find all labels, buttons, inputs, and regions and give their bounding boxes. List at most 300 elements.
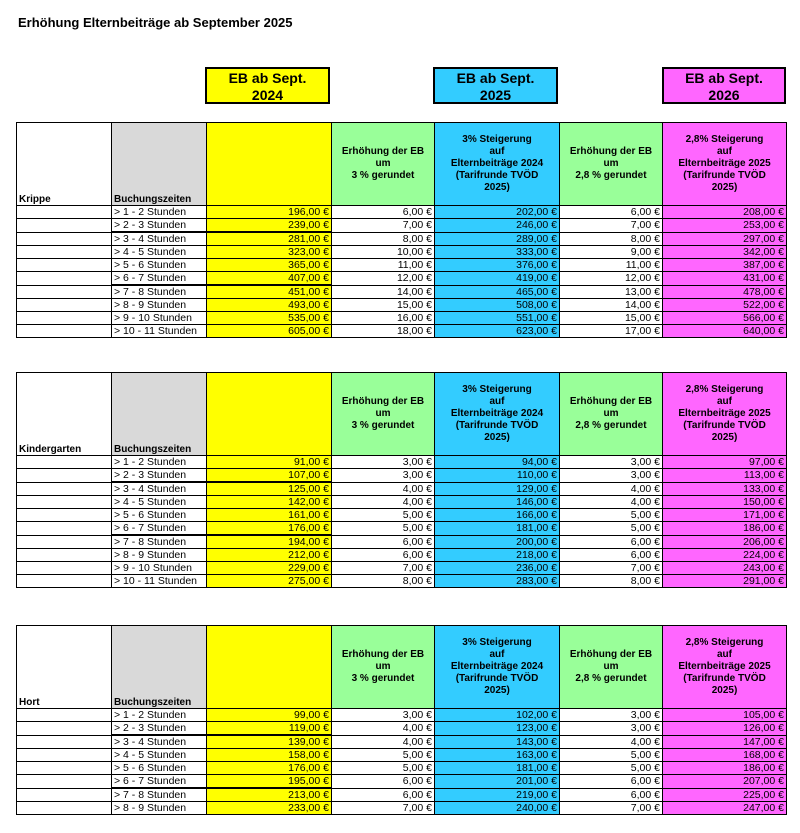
increase-3-value: 4,00 € bbox=[332, 482, 435, 496]
increase-3-value: 6,00 € bbox=[332, 535, 435, 549]
increase-28-value: 7,00 € bbox=[560, 562, 663, 575]
eb-2026-value: 253,00 € bbox=[663, 219, 787, 233]
eb-2024-value: 605,00 € bbox=[207, 325, 332, 338]
increase-28-value: 4,00 € bbox=[560, 735, 663, 749]
blank-cell bbox=[17, 496, 112, 509]
blank-cell bbox=[17, 246, 112, 259]
blank-cell bbox=[17, 722, 112, 736]
table-row bbox=[17, 775, 787, 789]
eb-2026-value: 522,00 € bbox=[663, 299, 787, 312]
header-line: Erhöhung der EB bbox=[341, 146, 425, 157]
increase-3-value: 7,00 € bbox=[332, 219, 435, 233]
eb-2024-value: 91,00 € bbox=[207, 456, 332, 469]
eb-2025-value: 419,00 € bbox=[435, 272, 560, 286]
header-line: 2025) bbox=[711, 432, 738, 443]
eb-2025-value: 129,00 € bbox=[435, 482, 560, 496]
eb-2024-value: 161,00 € bbox=[207, 509, 332, 522]
booking-time: > 1 - 2 Stunden bbox=[112, 709, 207, 722]
eb-2024-value: 212,00 € bbox=[207, 549, 332, 562]
booking-time: > 7 - 8 Stunden bbox=[112, 285, 207, 299]
blank-cell bbox=[17, 709, 112, 722]
increase-28-value: 9,00 € bbox=[560, 246, 663, 259]
header-line: (Tarifrunde TVÖD bbox=[455, 673, 539, 684]
booking-time: > 2 - 3 Stunden bbox=[112, 219, 207, 233]
increase-3-value: 6,00 € bbox=[332, 206, 435, 219]
eb-2025-value: 289,00 € bbox=[435, 232, 560, 246]
eb-2024-value: 233,00 € bbox=[207, 802, 332, 815]
blank-cell bbox=[17, 562, 112, 575]
eb-2025-value: 146,00 € bbox=[435, 496, 560, 509]
eb-2024-value: 176,00 € bbox=[207, 522, 332, 536]
table-row bbox=[17, 246, 787, 259]
increase-28-value: 6,00 € bbox=[560, 549, 663, 562]
booking-time: > 5 - 6 Stunden bbox=[112, 259, 207, 272]
table-row bbox=[17, 535, 787, 549]
fee-table-kindergarten bbox=[16, 372, 787, 588]
booking-time: > 4 - 5 Stunden bbox=[112, 749, 207, 762]
increase-3-value: 6,00 € bbox=[332, 549, 435, 562]
table-row bbox=[17, 762, 787, 775]
header-eb-2024 bbox=[205, 67, 330, 104]
header-line: 3% Steigerung bbox=[462, 134, 532, 145]
header-line: Erhöhung der EB bbox=[341, 396, 425, 407]
eb-2026-value: 208,00 € bbox=[663, 206, 787, 219]
blank-cell bbox=[17, 762, 112, 775]
header-line: Elternbeiträge 2024 bbox=[450, 661, 544, 672]
booking-time: > 9 - 10 Stunden bbox=[112, 562, 207, 575]
header-line: 2025) bbox=[711, 182, 738, 193]
header-line: um bbox=[603, 158, 619, 169]
eb-2025-value: 623,00 € bbox=[435, 325, 560, 338]
blank-cell bbox=[17, 788, 112, 802]
section-name: Krippe bbox=[17, 123, 112, 206]
eb-2024-value: 176,00 € bbox=[207, 762, 332, 775]
booking-time: > 6 - 7 Stunden bbox=[112, 272, 207, 286]
table-row bbox=[17, 285, 787, 299]
eb-2024-value: 139,00 € bbox=[207, 735, 332, 749]
booking-time: > 7 - 8 Stunden bbox=[112, 788, 207, 802]
increase-28-value: 5,00 € bbox=[560, 762, 663, 775]
header-line: auf bbox=[717, 649, 732, 660]
eb-2024-value: 196,00 € bbox=[207, 206, 332, 219]
eb-2026-value: 478,00 € bbox=[663, 285, 787, 299]
erhoehung-3-header bbox=[332, 373, 435, 456]
header-line: Erhöhung der EB bbox=[569, 396, 653, 407]
blank-cell bbox=[17, 522, 112, 536]
header-line: (Tarifrunde TVÖD bbox=[683, 420, 766, 431]
blank-cell bbox=[17, 469, 112, 483]
table-row bbox=[17, 749, 787, 762]
increase-28-value: 4,00 € bbox=[560, 496, 663, 509]
blank-cell bbox=[17, 259, 112, 272]
header-line: 2,8 % gerundet bbox=[575, 170, 647, 181]
eb-2024-value: 365,00 € bbox=[207, 259, 332, 272]
increase-28-value: 3,00 € bbox=[560, 456, 663, 469]
increase-3-value: 3,00 € bbox=[332, 456, 435, 469]
header-line: auf bbox=[489, 396, 505, 407]
header-line: Elternbeiträge 2025 bbox=[678, 661, 771, 672]
header-line: Erhöhung der EB bbox=[569, 146, 653, 157]
steigerung-28-header bbox=[663, 123, 787, 206]
blank-cell bbox=[17, 285, 112, 299]
booking-time: > 6 - 7 Stunden bbox=[112, 775, 207, 789]
header-line: um bbox=[375, 158, 391, 169]
blank-cell bbox=[17, 802, 112, 815]
table-row bbox=[17, 456, 787, 469]
eb-2025-value: 236,00 € bbox=[435, 562, 560, 575]
eb-2024-header-cell bbox=[207, 123, 332, 206]
booking-time: > 8 - 9 Stunden bbox=[112, 802, 207, 815]
header-line: 3 % gerundet bbox=[351, 170, 415, 181]
header-line: um bbox=[375, 408, 391, 419]
eb-2026-value: 207,00 € bbox=[663, 775, 787, 789]
table-row bbox=[17, 802, 787, 815]
increase-28-value: 7,00 € bbox=[560, 219, 663, 233]
blank-cell bbox=[17, 749, 112, 762]
eb-2026-value: 97,00 € bbox=[663, 456, 787, 469]
increase-3-value: 15,00 € bbox=[332, 299, 435, 312]
eb-2026-value: 431,00 € bbox=[663, 272, 787, 286]
header-line: um bbox=[375, 661, 391, 672]
blank-cell bbox=[17, 299, 112, 312]
eb-2025-value: 123,00 € bbox=[435, 722, 560, 736]
booking-time: > 5 - 6 Stunden bbox=[112, 509, 207, 522]
table-row bbox=[17, 219, 787, 233]
eb-2024-value: 99,00 € bbox=[207, 709, 332, 722]
eb-2026-value: 150,00 € bbox=[663, 496, 787, 509]
header-line: auf bbox=[489, 146, 505, 157]
increase-3-value: 8,00 € bbox=[332, 575, 435, 588]
increase-3-value: 7,00 € bbox=[332, 562, 435, 575]
eb-2026-value: 147,00 € bbox=[663, 735, 787, 749]
booking-time: > 2 - 3 Stunden bbox=[112, 469, 207, 483]
eb-2026-value: 168,00 € bbox=[663, 749, 787, 762]
increase-3-value: 3,00 € bbox=[332, 469, 435, 483]
steigerung-28-header bbox=[663, 626, 787, 709]
increase-3-value: 4,00 € bbox=[332, 496, 435, 509]
table-row bbox=[17, 549, 787, 562]
buchungszeiten-header: Buchungszeiten bbox=[112, 373, 207, 456]
eb-2024-value: 229,00 € bbox=[207, 562, 332, 575]
booking-time: > 1 - 2 Stunden bbox=[112, 206, 207, 219]
header-line: Erhöhung der EB bbox=[569, 649, 653, 660]
eb-2025-value: 333,00 € bbox=[435, 246, 560, 259]
eb-2026-value: 133,00 € bbox=[663, 482, 787, 496]
eb-2026-value: 105,00 € bbox=[663, 709, 787, 722]
header-eb-2026-line1: EB ab Sept. bbox=[685, 70, 763, 86]
header-line: 2025) bbox=[484, 685, 510, 696]
header-line: auf bbox=[489, 649, 505, 660]
eb-2025-value: 166,00 € bbox=[435, 509, 560, 522]
booking-time: > 6 - 7 Stunden bbox=[112, 522, 207, 536]
header-line: 2025) bbox=[711, 685, 738, 696]
eb-2026-value: 224,00 € bbox=[663, 549, 787, 562]
increase-28-value: 5,00 € bbox=[560, 522, 663, 536]
blank-cell bbox=[17, 535, 112, 549]
eb-2025-value: 465,00 € bbox=[435, 285, 560, 299]
booking-time: > 4 - 5 Stunden bbox=[112, 246, 207, 259]
eb-2024-value: 239,00 € bbox=[207, 219, 332, 233]
header-line: Elternbeiträge 2025 bbox=[678, 158, 771, 169]
steigerung-3-header bbox=[435, 123, 560, 206]
eb-2024-value: 158,00 € bbox=[207, 749, 332, 762]
header-eb-2026 bbox=[662, 67, 786, 104]
eb-2026-value: 206,00 € bbox=[663, 535, 787, 549]
increase-3-value: 4,00 € bbox=[332, 722, 435, 736]
table-header-row bbox=[17, 123, 787, 206]
booking-time: > 10 - 11 Stunden bbox=[112, 325, 207, 338]
table-row bbox=[17, 522, 787, 536]
eb-2026-value: 113,00 € bbox=[663, 469, 787, 483]
header-line: 3 % gerundet bbox=[351, 420, 415, 431]
increase-28-value: 4,00 € bbox=[560, 482, 663, 496]
increase-28-value: 8,00 € bbox=[560, 232, 663, 246]
booking-time: > 1 - 2 Stunden bbox=[112, 456, 207, 469]
increase-28-value: 3,00 € bbox=[560, 722, 663, 736]
table-row bbox=[17, 272, 787, 286]
booking-time: > 4 - 5 Stunden bbox=[112, 496, 207, 509]
eb-2025-value: 200,00 € bbox=[435, 535, 560, 549]
table-row bbox=[17, 509, 787, 522]
eb-2026-value: 171,00 € bbox=[663, 509, 787, 522]
table-row bbox=[17, 496, 787, 509]
increase-28-value: 8,00 € bbox=[560, 575, 663, 588]
eb-2026-value: 126,00 € bbox=[663, 722, 787, 736]
increase-3-value: 5,00 € bbox=[332, 509, 435, 522]
fee-table-hort bbox=[16, 625, 787, 815]
header-line: (Tarifrunde TVÖD bbox=[455, 420, 539, 431]
header-line: 2025) bbox=[484, 432, 510, 443]
booking-time: > 2 - 3 Stunden bbox=[112, 722, 207, 736]
header-eb-2025-line2: 2025 bbox=[479, 87, 512, 103]
increase-3-value: 6,00 € bbox=[332, 775, 435, 789]
eb-2024-value: 142,00 € bbox=[207, 496, 332, 509]
table-row bbox=[17, 299, 787, 312]
increase-3-value: 6,00 € bbox=[332, 788, 435, 802]
increase-28-value: 6,00 € bbox=[560, 206, 663, 219]
header-line: Erhöhung der EB bbox=[341, 649, 425, 660]
eb-2026-value: 566,00 € bbox=[663, 312, 787, 325]
header-line: 3% Steigerung bbox=[462, 384, 532, 395]
erhoehung-28-header bbox=[560, 123, 663, 206]
table-row bbox=[17, 469, 787, 483]
table-row bbox=[17, 722, 787, 736]
header-eb-2024-line2: 2024 bbox=[251, 87, 284, 103]
steigerung-3-header bbox=[435, 373, 560, 456]
header-line: 2,8 % gerundet bbox=[575, 420, 647, 431]
increase-28-value: 17,00 € bbox=[560, 325, 663, 338]
fee-table-krippe bbox=[16, 122, 787, 338]
eb-2024-value: 125,00 € bbox=[207, 482, 332, 496]
blank-cell bbox=[17, 775, 112, 789]
blank-cell bbox=[17, 482, 112, 496]
increase-28-value: 7,00 € bbox=[560, 802, 663, 815]
eb-2025-value: 181,00 € bbox=[435, 522, 560, 536]
blank-cell bbox=[17, 312, 112, 325]
header-line: (Tarifrunde TVÖD bbox=[683, 673, 766, 684]
eb-2025-value: 202,00 € bbox=[435, 206, 560, 219]
eb-2024-header-cell bbox=[207, 626, 332, 709]
eb-2025-value: 246,00 € bbox=[435, 219, 560, 233]
eb-2025-value: 551,00 € bbox=[435, 312, 560, 325]
eb-2024-value: 281,00 € bbox=[207, 232, 332, 246]
header-line: auf bbox=[717, 396, 732, 407]
eb-2025-value: 219,00 € bbox=[435, 788, 560, 802]
eb-2025-value: 240,00 € bbox=[435, 802, 560, 815]
eb-2026-value: 186,00 € bbox=[663, 762, 787, 775]
increase-28-value: 5,00 € bbox=[560, 749, 663, 762]
table-header-row bbox=[17, 373, 787, 456]
increase-3-value: 16,00 € bbox=[332, 312, 435, 325]
increase-3-value: 10,00 € bbox=[332, 246, 435, 259]
booking-time: > 8 - 9 Stunden bbox=[112, 549, 207, 562]
table-row bbox=[17, 788, 787, 802]
header-eb-2025 bbox=[433, 67, 558, 104]
table-row bbox=[17, 325, 787, 338]
eb-2024-value: 275,00 € bbox=[207, 575, 332, 588]
booking-time: > 7 - 8 Stunden bbox=[112, 535, 207, 549]
eb-2026-value: 186,00 € bbox=[663, 522, 787, 536]
eb-2025-value: 102,00 € bbox=[435, 709, 560, 722]
header-line: 2025) bbox=[484, 182, 510, 193]
increase-3-value: 14,00 € bbox=[332, 285, 435, 299]
blank-cell bbox=[17, 272, 112, 286]
table-row bbox=[17, 575, 787, 588]
eb-2025-value: 94,00 € bbox=[435, 456, 560, 469]
increase-3-value: 4,00 € bbox=[332, 735, 435, 749]
header-line: 3% Steigerung bbox=[462, 637, 532, 648]
eb-2026-value: 243,00 € bbox=[663, 562, 787, 575]
blank-cell bbox=[17, 232, 112, 246]
booking-time: > 5 - 6 Stunden bbox=[112, 762, 207, 775]
booking-time: > 9 - 10 Stunden bbox=[112, 312, 207, 325]
blank-cell bbox=[17, 549, 112, 562]
increase-28-value: 11,00 € bbox=[560, 259, 663, 272]
eb-2025-value: 110,00 € bbox=[435, 469, 560, 483]
header-line: 2,8% Steigerung bbox=[685, 637, 764, 648]
increase-28-value: 6,00 € bbox=[560, 788, 663, 802]
increase-3-value: 8,00 € bbox=[332, 232, 435, 246]
blank-cell bbox=[17, 575, 112, 588]
header-eb-2026-line2: 2026 bbox=[708, 87, 740, 103]
eb-2024-value: 213,00 € bbox=[207, 788, 332, 802]
table-row bbox=[17, 709, 787, 722]
table-row bbox=[17, 482, 787, 496]
erhoehung-28-header bbox=[560, 626, 663, 709]
eb-2024-header-cell bbox=[207, 373, 332, 456]
increase-3-value: 12,00 € bbox=[332, 272, 435, 286]
increase-28-value: 6,00 € bbox=[560, 535, 663, 549]
increase-28-value: 3,00 € bbox=[560, 469, 663, 483]
eb-2025-value: 163,00 € bbox=[435, 749, 560, 762]
header-line: 3 % gerundet bbox=[351, 673, 415, 684]
increase-3-value: 5,00 € bbox=[332, 522, 435, 536]
eb-2024-value: 195,00 € bbox=[207, 775, 332, 789]
booking-time: > 3 - 4 Stunden bbox=[112, 232, 207, 246]
booking-time: > 10 - 11 Stunden bbox=[112, 575, 207, 588]
booking-time: > 3 - 4 Stunden bbox=[112, 482, 207, 496]
table-row bbox=[17, 232, 787, 246]
eb-2025-value: 218,00 € bbox=[435, 549, 560, 562]
table-row bbox=[17, 206, 787, 219]
erhoehung-28-header bbox=[560, 373, 663, 456]
steigerung-3-header bbox=[435, 626, 560, 709]
steigerung-28-header bbox=[663, 373, 787, 456]
table-row bbox=[17, 735, 787, 749]
header-line: um bbox=[603, 661, 619, 672]
erhoehung-3-header bbox=[332, 123, 435, 206]
increase-28-value: 5,00 € bbox=[560, 509, 663, 522]
eb-2026-value: 225,00 € bbox=[663, 788, 787, 802]
eb-2025-value: 201,00 € bbox=[435, 775, 560, 789]
increase-28-value: 13,00 € bbox=[560, 285, 663, 299]
header-line: auf bbox=[717, 146, 732, 157]
increase-28-value: 12,00 € bbox=[560, 272, 663, 286]
eb-2024-value: 107,00 € bbox=[207, 469, 332, 483]
booking-time: > 3 - 4 Stunden bbox=[112, 735, 207, 749]
header-line: 2,8 % gerundet bbox=[575, 673, 647, 684]
table-row bbox=[17, 562, 787, 575]
header-line: (Tarifrunde TVÖD bbox=[455, 170, 539, 181]
eb-2025-value: 181,00 € bbox=[435, 762, 560, 775]
increase-3-value: 7,00 € bbox=[332, 802, 435, 815]
header-eb-2024-line1: EB ab Sept. bbox=[228, 70, 307, 86]
table-row bbox=[17, 312, 787, 325]
increase-28-value: 6,00 € bbox=[560, 775, 663, 789]
header-line: Elternbeiträge 2025 bbox=[678, 408, 771, 419]
header-line: 2,8% Steigerung bbox=[685, 134, 764, 145]
header-eb-2025-line1: EB ab Sept. bbox=[456, 70, 535, 86]
eb-2024-value: 493,00 € bbox=[207, 299, 332, 312]
page-title: Erhöhung Elternbeiträge ab September 2025 bbox=[18, 15, 293, 30]
buchungszeiten-header: Buchungszeiten bbox=[112, 123, 207, 206]
increase-3-value: 5,00 € bbox=[332, 749, 435, 762]
blank-cell bbox=[17, 735, 112, 749]
blank-cell bbox=[17, 219, 112, 233]
eb-2025-value: 508,00 € bbox=[435, 299, 560, 312]
eb-2024-value: 119,00 € bbox=[207, 722, 332, 736]
increase-28-value: 15,00 € bbox=[560, 312, 663, 325]
header-line: um bbox=[603, 408, 619, 419]
increase-28-value: 3,00 € bbox=[560, 709, 663, 722]
increase-3-value: 3,00 € bbox=[332, 709, 435, 722]
eb-2024-value: 407,00 € bbox=[207, 272, 332, 286]
eb-2026-value: 297,00 € bbox=[663, 232, 787, 246]
booking-time: > 8 - 9 Stunden bbox=[112, 299, 207, 312]
increase-28-value: 14,00 € bbox=[560, 299, 663, 312]
eb-2025-value: 143,00 € bbox=[435, 735, 560, 749]
eb-2025-value: 283,00 € bbox=[435, 575, 560, 588]
eb-2024-value: 451,00 € bbox=[207, 285, 332, 299]
increase-3-value: 11,00 € bbox=[332, 259, 435, 272]
blank-cell bbox=[17, 456, 112, 469]
header-line: Elternbeiträge 2024 bbox=[450, 408, 544, 419]
eb-2026-value: 387,00 € bbox=[663, 259, 787, 272]
blank-cell bbox=[17, 325, 112, 338]
section-name: Hort bbox=[17, 626, 112, 709]
eb-2024-value: 194,00 € bbox=[207, 535, 332, 549]
table-header-row bbox=[17, 626, 787, 709]
eb-2024-value: 323,00 € bbox=[207, 246, 332, 259]
header-line: Elternbeiträge 2024 bbox=[450, 158, 544, 169]
blank-cell bbox=[17, 509, 112, 522]
eb-2025-value: 376,00 € bbox=[435, 259, 560, 272]
eb-2024-value: 535,00 € bbox=[207, 312, 332, 325]
header-line: 2,8% Steigerung bbox=[685, 384, 764, 395]
buchungszeiten-header: Buchungszeiten bbox=[112, 626, 207, 709]
table-row bbox=[17, 259, 787, 272]
blank-cell bbox=[17, 206, 112, 219]
